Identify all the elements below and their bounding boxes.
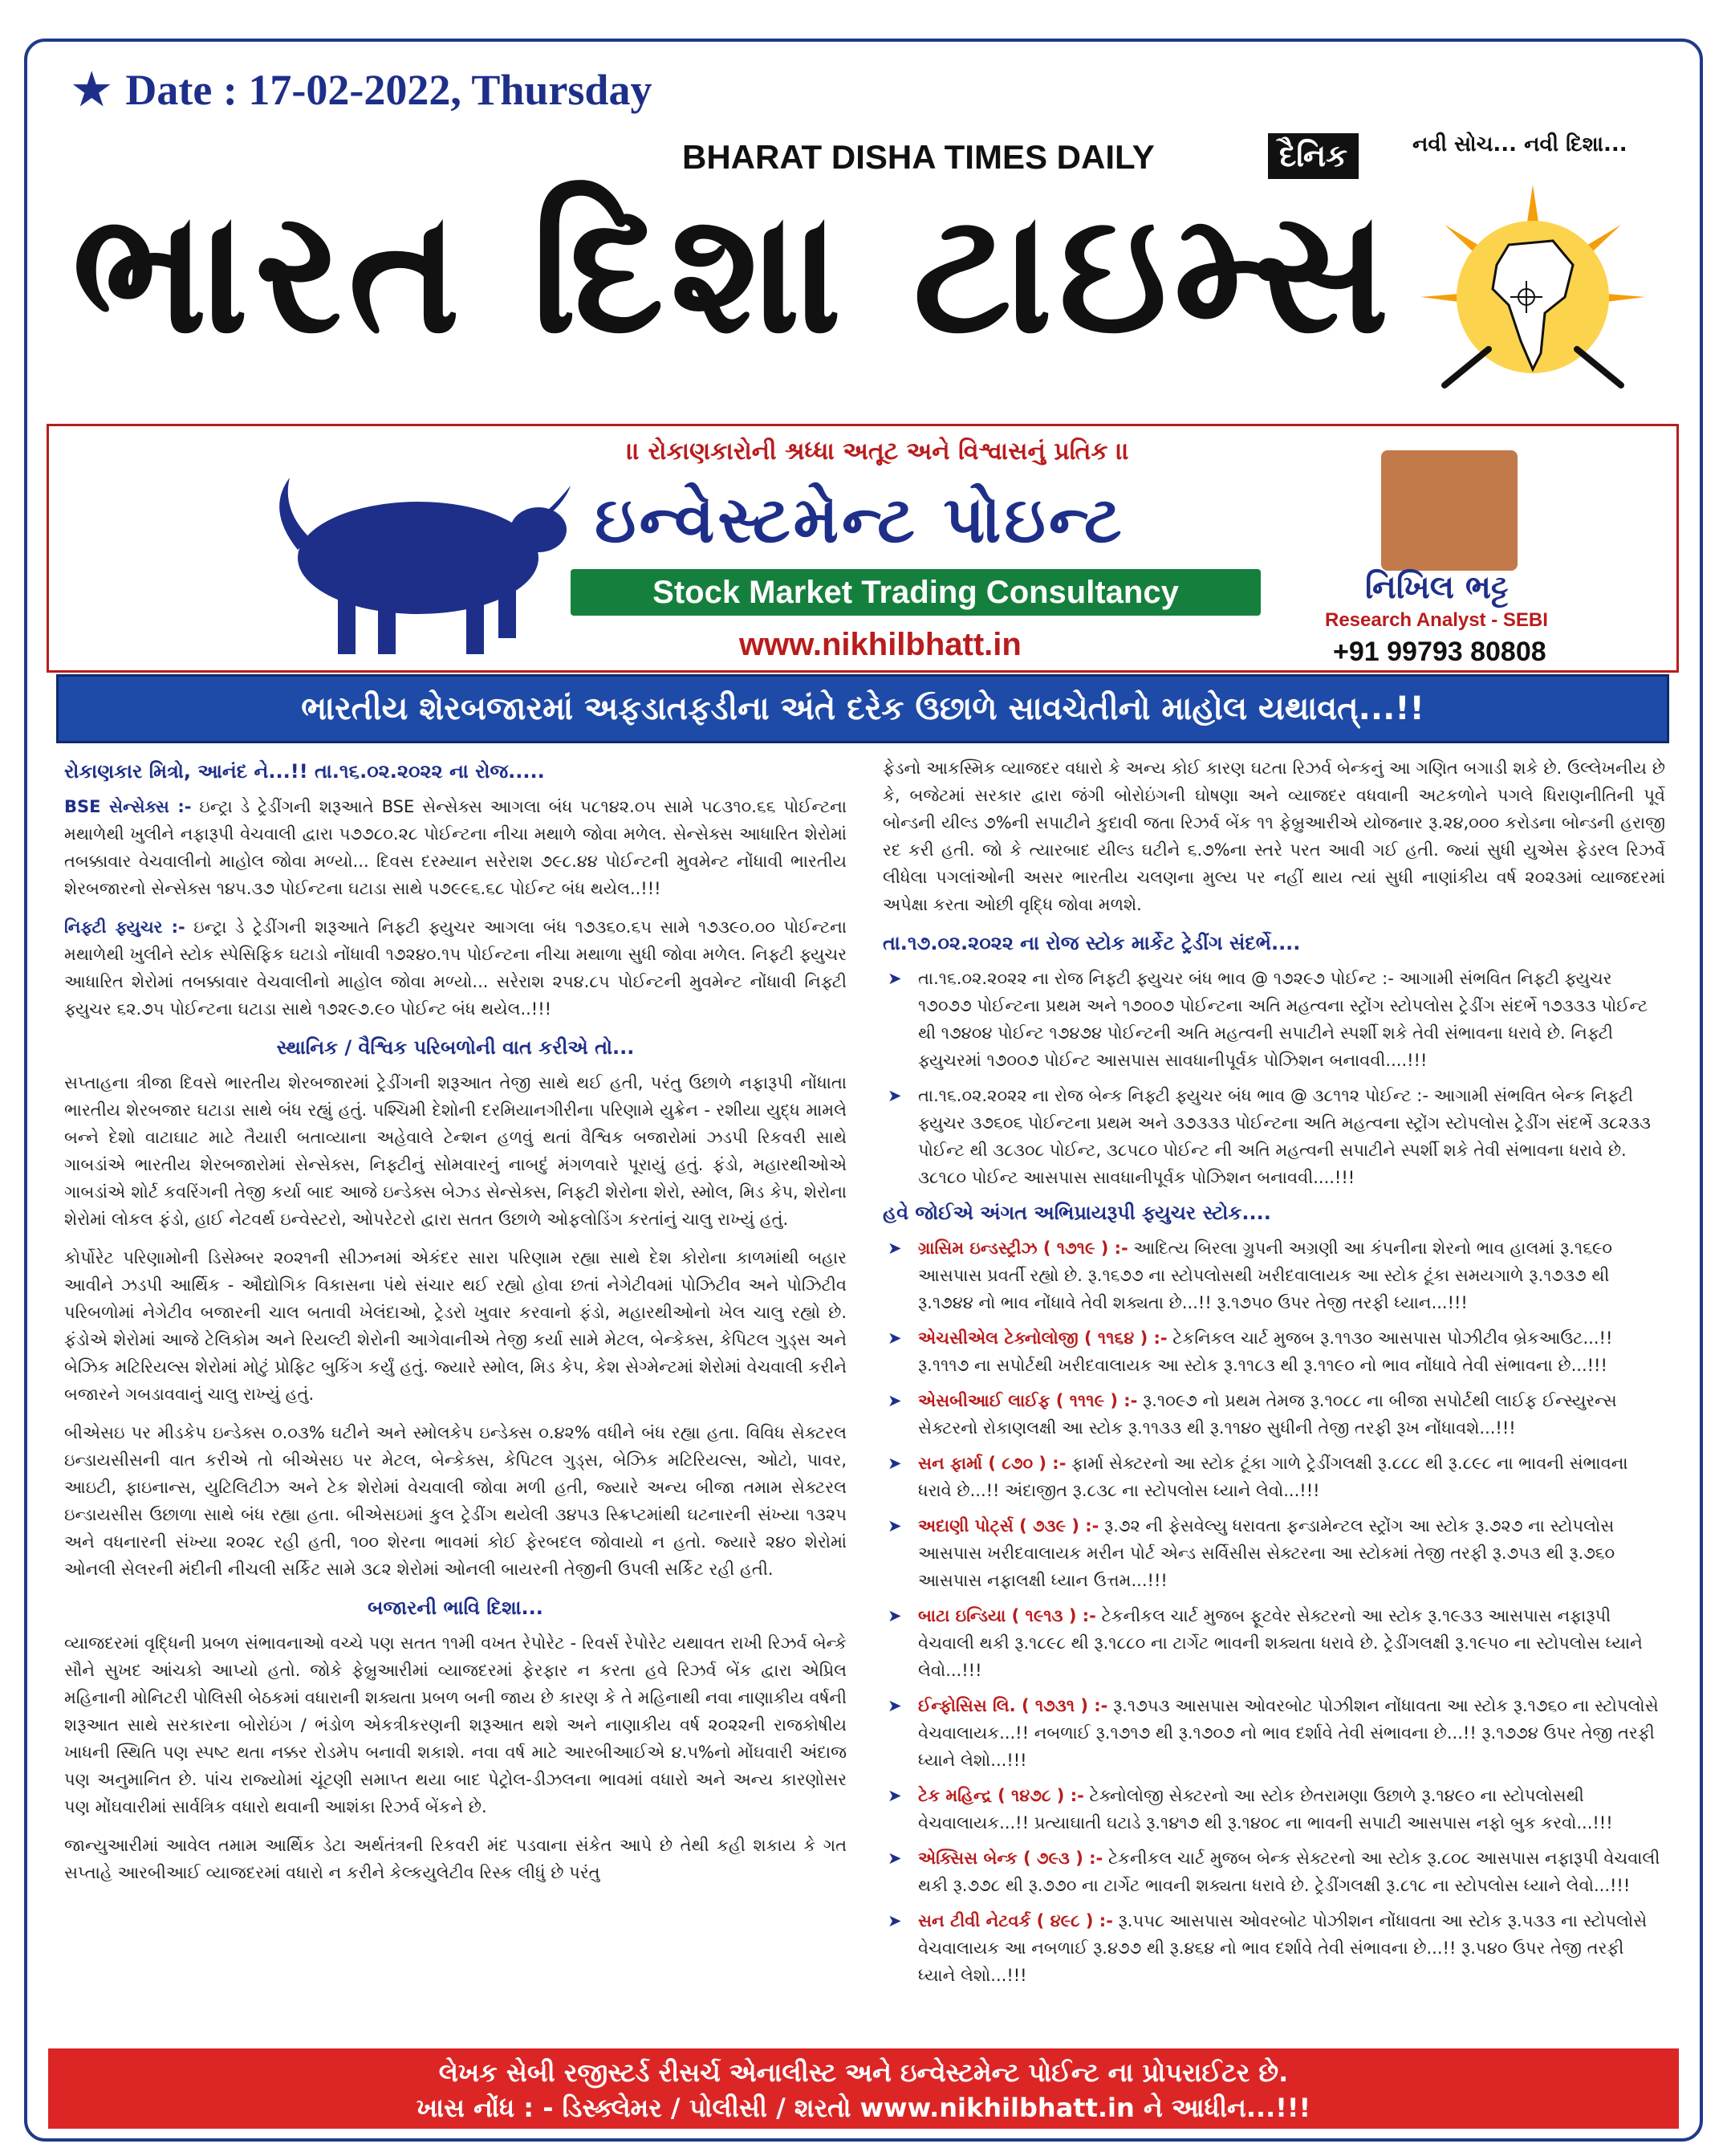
paragraph-5: જાન્યુઆરીમાં આવેલ તમામ આર્થિક ડેટા અર્થતંત્રની રિકવરી મંદ પડવાના સંકેત આપે છે તેથી કહી શકાય કે ગત સપ્તાહે આરબીઆઈ વ્યાજદરમાં વધારો ન કરીને કેલ્કયુલેટીવ રિસ્ક લીધું છે પરંતુ <box>64 1836 847 1882</box>
ad-url-link[interactable]: www.nikhilbhatt.in <box>739 627 1022 662</box>
list-item: ➤ એક્સિસ બેન્ક ( ૭૯૩ ) :- ટેકનીકલ ચાર્ટ મુજબ બેન્ક સેક્ટરનો આ સ્ટોક રૂ.૮૦૮ આસપાસ નફારૂપી વેચવાલી થકી રૂ.૭૭૮ થી રૂ.૭૭૦ ના ટાર્ગેટ ભાવની શક્યતા ધરાવે છે. ટ્રેડીંગલક્ષી રૂ.૮૧૮ ના સ્ટોપલોસ ધ્યાને લેવો...!!! <box>883 1845 1665 1899</box>
greeting: રોકાણકાર મિત્રો, આનંદ ને...!! તા.૧૬.૦૨.૨૦૨૨ ના રોજ..... <box>64 760 545 783</box>
list-item: ➤ અદાણી પોર્ટ્સ ( ૭૩૯ ) :- રૂ.૭૨ ની ફેસવેલ્યુ ધરાવતા ફન્ડામેન્ટલ સ્ટ્રોંગ આ સ્ટોક રૂ.૭૨૭ ના સ્ટોપલોસ આસપાસ ખરીદવાલાયક મરીન પોર્ટ એન્ડ સર્વિસીસ સેક્ટરના આ સ્ટોકમાં તેજી તરફી રૂ.૭૫૩ થી રૂ.૭૬૦ આસપાસ નફાલક્ષી ધ્યાન ઉત્તમ...!!! <box>883 1512 1665 1594</box>
sun-india-logo <box>1412 169 1653 401</box>
paragraph-6: ફેડનો આકસ્મિક વ્યાજદર વધારો કે અન્ય કોઈ કારણ ઘટતા રિઝર્વ બેન્કનું આ ગણિત બગાડી શકે છે. ઉલ્લેખનીય છે કે, બજેટમાં સરકાર દ્વારા જંગી બોરોઇંગની ઘોષણા અને વ્યાજદર વધવાની અટકળોને પગલે ધિરાણનીતિની પૂર્વે બોન્ડની યીલ્ડ ૭%ની સપાટીને કુદાવી જતા રિઝર્વ બેંક ૧૧ ફેબ્રુઆરીએ યોજનાર રૂ.૨૪,૦૦૦ કરોડના બોન્ડની હરાજી રદ કરી હતી. જો કે ત્યારબાદ યીલ્ડ ઘટીને ૬.૭%ના સ્તરે પરત આવી ગઈ હતી. જ્યાં સુધી યુએસ ફેડરલ રિઝર્વે લીધેલા પગલાંઓની અસર ભારતીય ચલણના મુલ્ય પર નહીં થાય ત્યાં સુધી નાણાંકીય વર્ષ ૨૦૨૩માં વ્યાજદરમાં અપેક્ષા કરતા ઓછી વૃદ્ધિ જોવા મળશે. <box>883 759 1665 914</box>
headline-banner: ભારતીય શેરબજારમાં અફડાતફડીના અંતે દરેક ઉછાળે સાવચેતીનો માહોલ યથાવત્...!! <box>56 674 1669 743</box>
tagline: નવી સોચ... નવી દિશા... <box>1412 132 1627 157</box>
arrow-icon: ➤ <box>888 1696 902 1715</box>
bank-future-text: તા.૧૬.૦૨.૨૦૨૨ ના રોજ બેન્ક નિફ્ટી ફ્યુચર બંધ ભાવ @ ૩૮૧૧૨ પોઈન્ટ :- આગામી સંભવિત બેન્ક નિફ્ટી ફ્યુચર ૩૭૬૦૬ પોઈન્ટના પ્રથમ અને ૩૭૩૩૩ પોઈન્ટના અતિ મહત્વના સ્ટ્રોંગ સ્ટોપલોસ ટ્રેડીંગ સંદર્ભે ૩૮૨૩૩ પોઈન્ટ થી ૩૮૩૦૮ પોઈન્ટ, ૩૮૫૮૦ પોઈન્ટ ની અતિ મહત્વની સપાટીને સ્પર્શી શકે તેવી સંભાવના ધરાવે છે. ૩૮૧૮૦ પોઈન્ટ આસપાસ સાવધાનીપૂર્વક પોઝિશન બનાવવી....!!! <box>918 1086 1651 1187</box>
bull-icon <box>234 462 579 662</box>
arrow-icon: ➤ <box>888 1454 902 1473</box>
nifty-paragraph <box>64 913 847 1023</box>
stocks-heading: હવે જોઈએ અંગત અભિપ્રાયરૂપી ફ્યુચર સ્ટોક.... <box>883 1202 1271 1224</box>
bse-paragraph <box>64 793 847 902</box>
arrow-icon: ➤ <box>888 1849 902 1868</box>
ad-brand: ઇન્વેસ્ટમેન્ટ પોઇન્ટ <box>595 482 1125 557</box>
ad-consultancy: Stock Market Trading Consultancy <box>571 569 1261 616</box>
future-heading: બજારની ભાવિ દિશા... <box>368 1597 543 1619</box>
bse-text: ઇન્ટ્રા ડે ટ્રેડીંગની શરૂઆતે BSE સેન્સેક્સ આગલા બંધ ૫૮૧૪૨.૦૫ સામે ૫૮૩૧૦.૬૬ પોઈન્ટના મથાળેથી ખુલીને નફારૂપી વેચવાલી દ્વારા ૫૭૭૮૦.૨૮ પોઈન્ટના નીચા મથાળે જોવા મળેલ. સેન્સેક્સ આધારિત શેરોમાં તબક્કાવાર વેચવાલીનો માહોલ જોવા મળ્યો... દિવસ દરમ્યાન સરેરાશ ૭૯૮.૪૪ પોઈન્ટની મુવમેન્ટ નોંધાવી ભારતીય શેરબજારનો સેન્સેક્સ ૧૪૫.૩૭ પોઈન્ટના ઘટાડા સાથે ૫૭૯૯૬.૬૮ પોઈન્ટ બંધ થયેલ..!!! <box>64 797 847 898</box>
list-item: ➤ બાટા ઇન્ડિયા ( ૧૯૧૩ ) :- ટેકનીકલ ચાર્ટ મુજબ ફૂટવેર સેક્ટરનો આ સ્ટોક રૂ.૧૯૩૩ આસપાસ નફારૂપી વેચવાલી થકી રૂ.૧૮૯૮ થી રૂ.૧૮૮૦ ના ટાર્ગેટ ભાવની શક્યતા ધરાવે છે. ટ્રેડીંગલક્ષી રૂ.૧૯૫૦ ના સ્ટોપલોસ ધ્યાને લેવો...!!! <box>883 1602 1665 1684</box>
list-item: ➤ ટેક મહિન્દ્ર ( ૧૪૭૮ ) :- ટેક્નોલોજી સેક્ટરનો આ સ્ટોક છેતરામણા ઉછાળે રૂ.૧૪૯૦ ના સ્ટોપલોસથી વેચવાલાયક...!! પ્રત્યાઘાતી ઘટાડે રૂ.૧૪૧૭ થી રૂ.૧૪૦૮ ના ભાવની સપાટી આસપાસ નફો બુક કરવો...!!! <box>883 1782 1665 1837</box>
paragraph-1: સપ્તાહના ત્રીજા દિવસે ભારતીય શેરબજારમાં ટ્રેડીંગની શરૂઆત તેજી સાથે થઈ હતી, પરંતુ ઉછાળે નફારૂપી નોંધાતા ભારતીય શેરબજાર ઘટાડા સાથે બંધ રહ્યું હતું. પશ્ચિમી દેશોની દરમિયાનગીરીના પરિણામે યુક્રેન - રશીયા યુદ્ધ મામલે બન્ને દેશો વાટાઘાટ માટે તૈયારી બતાવ્યાના અહેવાલે ટેન્શન હળવું થતાં વૈશ્વિક બજારોમાં ઝડપી રિકવરી સાથે ગાબડાંએ ભારતીય શેરબજારોમાં સેન્સેક્સ, નિફ્ટીનું સોમવારનું નાબદું મંગળવારે પૂરાયું હતું. ફંડો, મહારથીઓએ ગાબડાંએ શોર્ટ કવરિંગની તેજી કર્યા બાદ આજે ઇન્ડેક્સ બેઝ્ડ સેન્સેક્સ, નિફ્ટી શેરોના શેરો, સ્મોલ, મિડ કેપ, શેરોના શેરોમાં લોકલ ફંડો, હાઈ નેટવર્થ ઇન્વેસ્ટરો, ઓપરેટરો દ્વારા સતત ઉછાળે ઓફલોડિંગ કરતાંનું ચાલુ રાખ્યું હતું. <box>64 1073 847 1229</box>
arrow-icon: ➤ <box>888 1328 902 1348</box>
avatar <box>1381 450 1518 571</box>
footer-banner <box>48 2048 1679 2129</box>
english-title: BHARAT DISHA TIMES DAILY <box>682 138 1155 176</box>
gujarati-title: ભારત દિશા ટાઇમ્સ <box>72 174 1396 371</box>
bse-label: BSE સેન્સેક્સ :- <box>64 797 192 816</box>
bank-future-item <box>883 1082 1665 1191</box>
list-item: ➤ સન ફાર્મા ( ૮૭૦ ) :- ફાર્મા સેક્ટરનો આ સ્ટોક ટૂંકા ગાળે ટ્રેડીંગલક્ષી રૂ.૮૮૮ થી રૂ.૮૯૮ ના ભાવની સંભાવના ધરાવે છે...!! અંદાજીત રૂ.૮૩૮ ના સ્ટોપલોસ ધ્યાને લેવો...!!! <box>883 1450 1665 1504</box>
local-heading: સ્થાનિક / વૈશ્વિક પરિબળોની વાત કરીએ તો... <box>276 1036 635 1059</box>
list-item: ➤ એચસીએલ ટેક્નોલોજી ( ૧૧૬૪ ) :- ટેકનિકલ ચાર્ટ મુજબ રૂ.૧૧૩૦ આસપાસ પોઝીટીવ બ્રેકઆઉટ...!! રૂ.૧૧૧૭ ના સપોર્ટથી ખરીદવાલાયક આ સ્ટોક રૂ.૧૧૮૩ થી રૂ.૧૧૯૦ નો ભાવ નોંધાવે તેવી સંભાવના છે...!!! <box>883 1324 1665 1379</box>
advertisement-box <box>47 424 1679 673</box>
footer-line-1: લેખક સેબી રજીસ્ટર્ડ રીસર્ચ એનાલીસ્ટ અને ઇન્વેસ્ટમેન્ટ પોઈન્ટ ના પ્રોપરાઈટર છે. <box>438 2057 1289 2088</box>
nifty-text: ઇન્ટ્રા ડે ટ્રેડીંગની શરૂઆતે નિફ્ટી ફ્યુચર આગલા બંધ ૧૭૩૬૦.૬૫ સામે ૧૭૩૯૦.૦૦ પોઈન્ટના મથાળેથી ખુલીને સ્ટોક સ્પેસિફિક ઘટાડો નોંધાવી ૧૭૨૪૦.૧૫ પોઈન્ટના નીચા મથાળા સુધી જોવા મળેલ. નિફ્ટી ફ્યુચર આધારિત શેરોમાં તબક્કાવાર વેચવાલીનો માહોલ જોવા મળ્યો... સરેરાશ ૨૫૪.૮૫ પોઈન્ટની મુવમેન્ટ નોંધાવી નિફ્ટી ફ્યુચર ૬૨.૭૫ પોઈન્ટના ઘટાડા સાથે ૧૭૨૯૭.૯૦ પોઈન્ટ બંધ થયેલ..!!! <box>64 917 847 1019</box>
arrow-icon: ➤ <box>888 1911 902 1930</box>
arrow-icon: ➤ <box>888 1086 902 1105</box>
date-line <box>72 64 652 115</box>
star-icon: ★ <box>72 66 112 114</box>
ad-person-role: Research Analyst - SEBI <box>1325 609 1548 631</box>
arrow-icon: ➤ <box>888 1786 902 1805</box>
arrow-icon: ➤ <box>888 1391 902 1410</box>
nifty-future-item <box>883 965 1665 1074</box>
nifty-label: નિફ્ટી ફ્યુચર :- <box>64 917 185 937</box>
arrow-icon: ➤ <box>888 1516 902 1536</box>
right-column <box>883 755 1665 1997</box>
ad-slogan: ।। રોકાણકારોની શ્રધ્ધા અતૂટ અને વિશ્વાસનું પ્રતિક ।। <box>627 437 1130 466</box>
list-item: ➤ ઈન્ફોસિસ લિ. ( ૧૭૩૧ ) :- રૂ.૧૭૫૩ આસપાસ ઓવરબોટ પોઝીશન નોંધાવતા આ સ્ટોક રૂ.૧૭૬૦ ના સ્ટોપલોસે વેચવાલાયક...!! નબળાઈ રૂ.૧૭૧૭ થી રૂ.૧૭૦૭ નો ભાવ દર્શાવે તેવી સંભાવના છે...!! રૂ.૧૭૭૪ ઉપર તેજી તરફી ધ્યાને લેશો...!!! <box>883 1692 1665 1774</box>
list-item: ➤ એસબીઆઈ લાઈફ ( ૧૧૧૯ ) :- રૂ.૧૦૯૭ નો પ્રથમ તેમજ રૂ.૧૦૮૮ ના બીજા સપોર્ટથી લાઈફ ઈન્સ્યુરન્સ સેક્ટરનો રોકાણલક્ષી આ સ્ટોક રૂ.૧૧૩૩ થી રૂ.૧૧૪૦ સુધીની તેજી તરફી રૂખ નોંધાવશે...!!! <box>883 1387 1665 1442</box>
ad-phone: +91 99793 80808 <box>1333 637 1546 667</box>
dainik-badge: દૈનિક <box>1268 133 1359 179</box>
nifty-future-text: તા.૧૬.૦૨.૨૦૨૨ ના રોજ નિફ્ટી ફ્યુચર બંધ ભાવ @ ૧૭૨૯૭ પોઈન્ટ :- આગામી સંભવિત નિફ્ટી ફ્યુચર ૧૭૦૭૭ પોઈન્ટના પ્રથમ અને ૧૭૦૦૭ પોઈન્ટના અતિ મહત્વના સ્ટ્રોંગ સ્ટોપલોસ ટ્રેડીંગ સંદર્ભે ૧૭૩૩૩ પોઈન્ટ થી ૧૭૪૦૪ પોઈન્ટ ૧૭૪૭૪ પોઈન્ટની અતિ મહત્વની સપાટીને સ્પર્શી શકે તેવી સંભાવના ધરાવે છે. નિફ્ટી ફ્યુચરમાં ૧૭૦૦૭ પોઈન્ટ આસપાસ સાવધાનીપૂર્વક પોઝિશન બનાવવી....!!! <box>918 969 1648 1070</box>
list-item: ➤ સન ટીવી નેટવર્ક ( ૪૯૮ ) :- રૂ.૫૫૮ આસપાસ ઓવરબોટ પોઝીશન નોંધાવતા આ સ્ટોક રૂ.૫૩૩ ના સ્ટોપલોસે વેચવાલાયક આ નબળાઈ રૂ.૪૭૭ થી રૂ.૪૬૪ નો ભાવ દર્શાવે તેવી સંભાવના છે...!! રૂ.૫૪૦ ઉપર તેજી તરફી ધ્યાને લેશો...!!! <box>883 1907 1665 1989</box>
arrow-icon: ➤ <box>888 1239 902 1258</box>
footer-line-2: ખાસ નોંધ : - ડિસ્ક્લેમર / પોલીસી / શરતો www.nikhilbhatt.in ને આધીન...!!! <box>416 2093 1311 2123</box>
paragraph-2: કોર્પોરેટ પરિણામોની ડિસેમ્બર ૨૦૨૧ની સીઝનમાં એકંદર સારા પરિણામ રહ્યા સાથે દેશ કોરોના કાળમાંથી બહાર આવીને ઝડપી આર્થિક - ઔદ્યોગિક વિકાસના પંથે સંચાર થઈ રહ્યો હોવા છતાં નેગેટીવમાં પોઝિટીવ અને પોઝિટીવ પરિબળોમાં નેગેટીવ બજારની ચાલ બતાવી ખેલંદાઓ, ટ્રેડરો ખુવાર કરવાનો ફંડો, મહારથીઓનો ખેલ ચાલુ રહ્યો છે. ફંડોએ શેરોમાં આજે ટેલિકોમ અને રિયલ્ટી શેરોની આગેવાનીએ તેજી કર્યા સામે મેટલ, બેન્કેક્સ, કેપિટલ ગુડ્સ અને બેઝિક મટિરિયલ્સ શેરોમાં મોટું પ્રોફિટ બુકિંગ કર્યું હતું. જ્યારે સ્મોલ, મિડ કેપ, કેશ સેગ્મેન્ટમાં શેરોમાં વેચવાલી કરીને બજારને ગબડાવવાનું ચાલુ રાખ્યું હતું. <box>64 1248 847 1404</box>
ad-person-name: નિખિલ ભટ્ટ <box>1365 569 1509 606</box>
list-item: ➤ ગ્રાસિમ ઇન્ડસ્ટ્રીઝ ( ૧૭૧૯ ) :- આદિત્ય બિરલા ગ્રુપની અગ્રણી આ કંપનીના શેરનો ભાવ હાલમાં રૂ.૧૬૯૦ આસપાસ પ્રવર્તી રહ્યો છે. રૂ.૧૬૭૭ ના સ્ટોપલોસથી ખરીદવાલાયક આ સ્ટોક ટૂંકા સમયગાળે રૂ.૧૭૩૭ થી રૂ.૧૭૪૪ નો ભાવ નોંધાવે તેવી શક્યતા છે...!! રૂ.૧૭૫૦ ઉપર તેજી તરફી ધ્યાન...!!! <box>883 1235 1665 1316</box>
paragraph-4: વ્યાજદરમાં વૃદ્ધિની પ્રબળ સંભાવનાઓ વચ્ચે પણ સતત ૧૧મી વખત રેપોરેટ - રિવર્સ રેપોરેટ યથાવત રાખી રિઝર્વ બેન્કે સૌને સુખદ આંચકો આપ્યો હતો. જોકે ફેબ્રુઆરીમાં વ્યાજદરમાં ફેરફાર ન કરતા હવે રિઝર્વ બેંક દ્વારા એપ્રિલ મહિનાની મોનિટરી પોલિસી બેઠકમાં વધારાની શક્યતા પ્રબળ બની જાય છે કારણ કે તે મહિનાથી નવા નાણાકીય વર્ષની શરૂઆત સાથે સરકારના બોરોઇંગ / ભંડોળ એકત્રીકરણની શરૂઆત થશે અને નાણાકીય વર્ષ ૨૦૨૨ની રાજકોષીય ખાધની સ્થિતિ પણ સ્પષ્ટ થતા નક્કર રોડમેપ બનાવી શકાશે. નવા વર્ષ માટે આરબીઆઈએ ૪.૫%નો મોંઘવારી અંદાજ પણ અનુમાનિત છે. પાંચ રાજ્યોમાં ચૂંટણી સમાપ્ત થયા બાદ પેટ્રોલ-ડીઝલના ભાવમાં વધારો અને અન્ય કારણોસર પણ મોંઘવારીમાં સાર્વત્રિક વધારો થવાની આશંકા રિઝર્વ બેંકને છે. <box>64 1633 847 1816</box>
left-column <box>64 755 847 1898</box>
trading-heading: તા.૧૭.૦૨.૨૦૨૨ ના રોજ સ્ટોક માર્કેટ ટ્રેડીંગ સંદર્ભે.... <box>883 932 1301 954</box>
arrow-icon: ➤ <box>888 969 902 988</box>
date-text: Date : 17-02-2022, Thursday <box>125 66 652 114</box>
stock-list <box>883 1235 1665 1989</box>
paragraph-3: બીએસઇ પર મીડકેપ ઇન્ડેક્સ ૦.૦૩% ઘટીને અને સ્મોલકેપ ઇન્ડેક્સ ૦.૪૨% વધીને બંધ રહ્યા હતા. વિવિધ સેક્ટરલ ઇન્ડાયસીસની વાત કરીએ તો બીએસઇ પર મેટલ, બેન્કેક્સ, કેપિટલ ગુડ્સ, બેઝિક મટિરિયલ્સ, ઓટો, પાવર, આઇટી, ફાઇનાન્સ, યુટિલિટીઝ અને ટેક શેરોમાં વેચવાલી જોવા મળી હતી, જ્યારે અન્ય બીજા તમામ સેક્ટરલ ઇન્ડાયસીસ ઉછાળા સાથે બંધ રહ્યા હતા. બીએસઇમાં કુલ ટ્રેડીંગ થયેલી ૩૪૫૩ સ્ક્રિપ્ટમાંથી ઘટનારની સંખ્યા ૧૩૨૫ અને વધનારની સંખ્યા ૨૦૨૮ રહી હતી, ૧૦૦ શેરના ભાવમાં કોઈ ફેરબદલ જોવાયો ન હતો. જ્યારે ૨૪૦ શેરોમાં ઓનલી સેલરની મંદીની નીચલી સર્કિટ સામે ૩૮૨ શેરોમાં ઓનલી બાયરની તેજીની ઉપલી સર્કિટ રહી હતી. <box>64 1423 847 1579</box>
arrow-icon: ➤ <box>888 1606 902 1625</box>
